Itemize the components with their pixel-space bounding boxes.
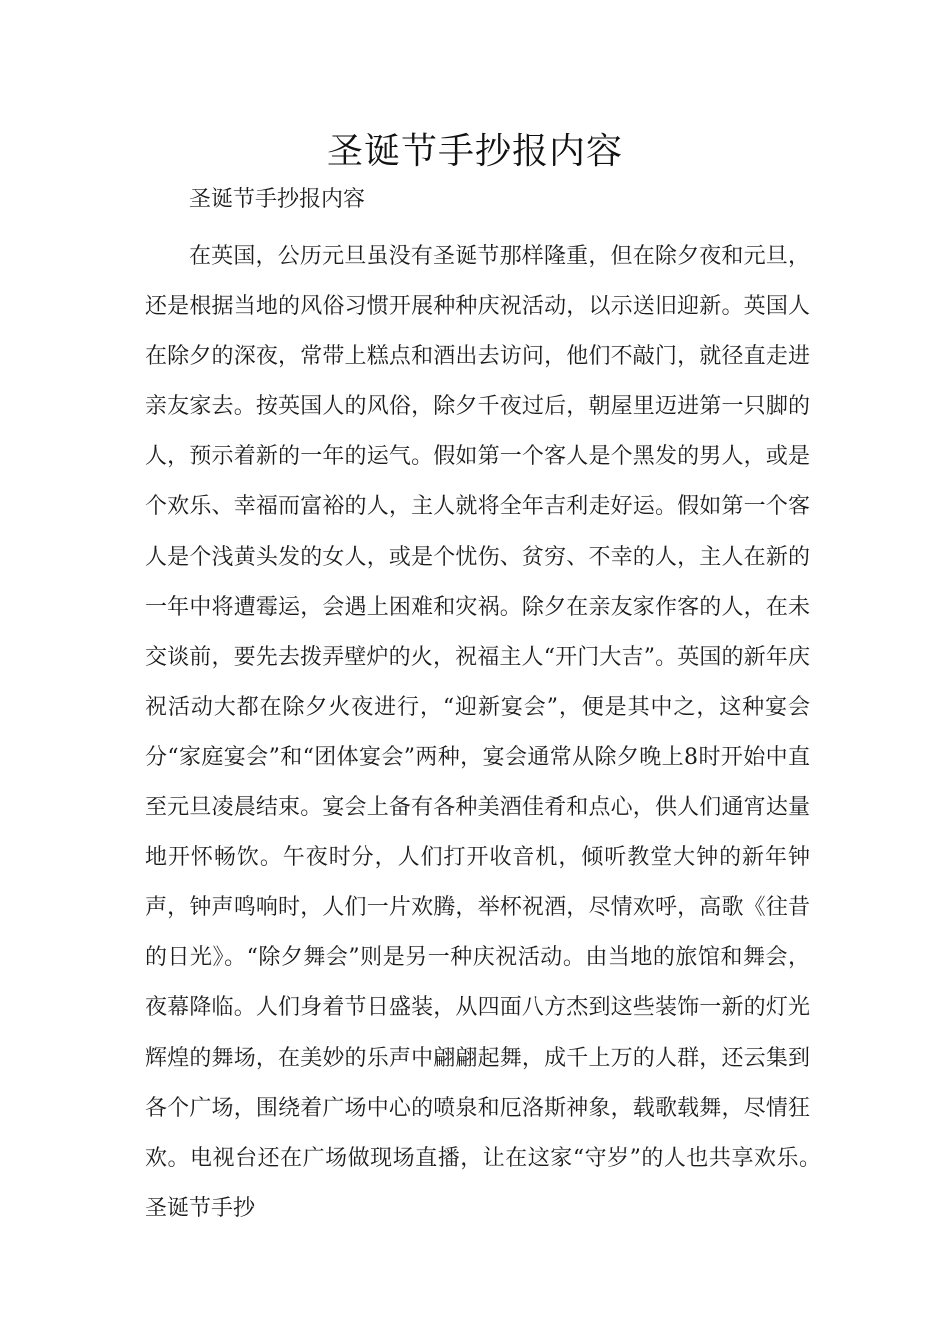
document-subtitle: 圣诞节手抄报内容 [189, 187, 366, 212]
body-paragraph: 在英国，公历元旦虽没有圣诞节那样隆重，但在除夕夜和元旦，还是根据当地的风俗习惯开展种种庆祝活动，以示送旧迎新。英国人在除夕的深夜，常带上糕点和酒出去访问，他们不敲门，就径直走进亲友家去。按英国人的风俗，除夕千夜过后，朝屋里迈进第一只脚的人，预示着新的一年的运气。假如第一个客人是个黑发的男人，或是个欢乐、幸福而富裕的人，主人就将全年吉利走好运。假如第一个客人是个浅黄头发的女人，或是个忧伤、贫穷、不幸的人，主人在新的一年中将遭霉运，会遇上困难和灾祸。除夕在亲友家作客的人，在未交谈前，要先去拨弄壁炉的火，祝福主人“开门大吉”。英国的新年庆祝活动大都在除夕火夜进行，“迎新宴会”，便是其中之，这种宴会分“家庭宴会”和“团体宴会”两种，宴会通常从除夕晚上8时开始中直至元旦凌晨结束。宴会上备有各种美酒佳肴和点心，供人们通宵达量地开怀畅饮。午夜时分，人们打开收音机，倾听教堂大钟的新年钟声，钟声鸣响时，人们一片欢腾，举杯祝酒，尽情欢呼，高歌《往昔的日光》。“除夕舞会”则是另一种庆祝活动。由当地的旅馆和舞会，夜幕降临。人们身着节日盛装，从四面八方杰到这些装饰一新的灯光辉煌的舞场，在美妙的乐声中翩翩起舞，成千上万的人群，还云集到各个广场，围绕着广场中心的喷泉和厄洛斯神象，载歌载舞，尽情狂欢。电视台还在广场做现场直播，让在这家“守岁”的人也共享欢乐。 圣诞节手抄 [145, 244, 855, 1221]
document-title: 圣诞节手抄报内容 [326, 131, 623, 172]
